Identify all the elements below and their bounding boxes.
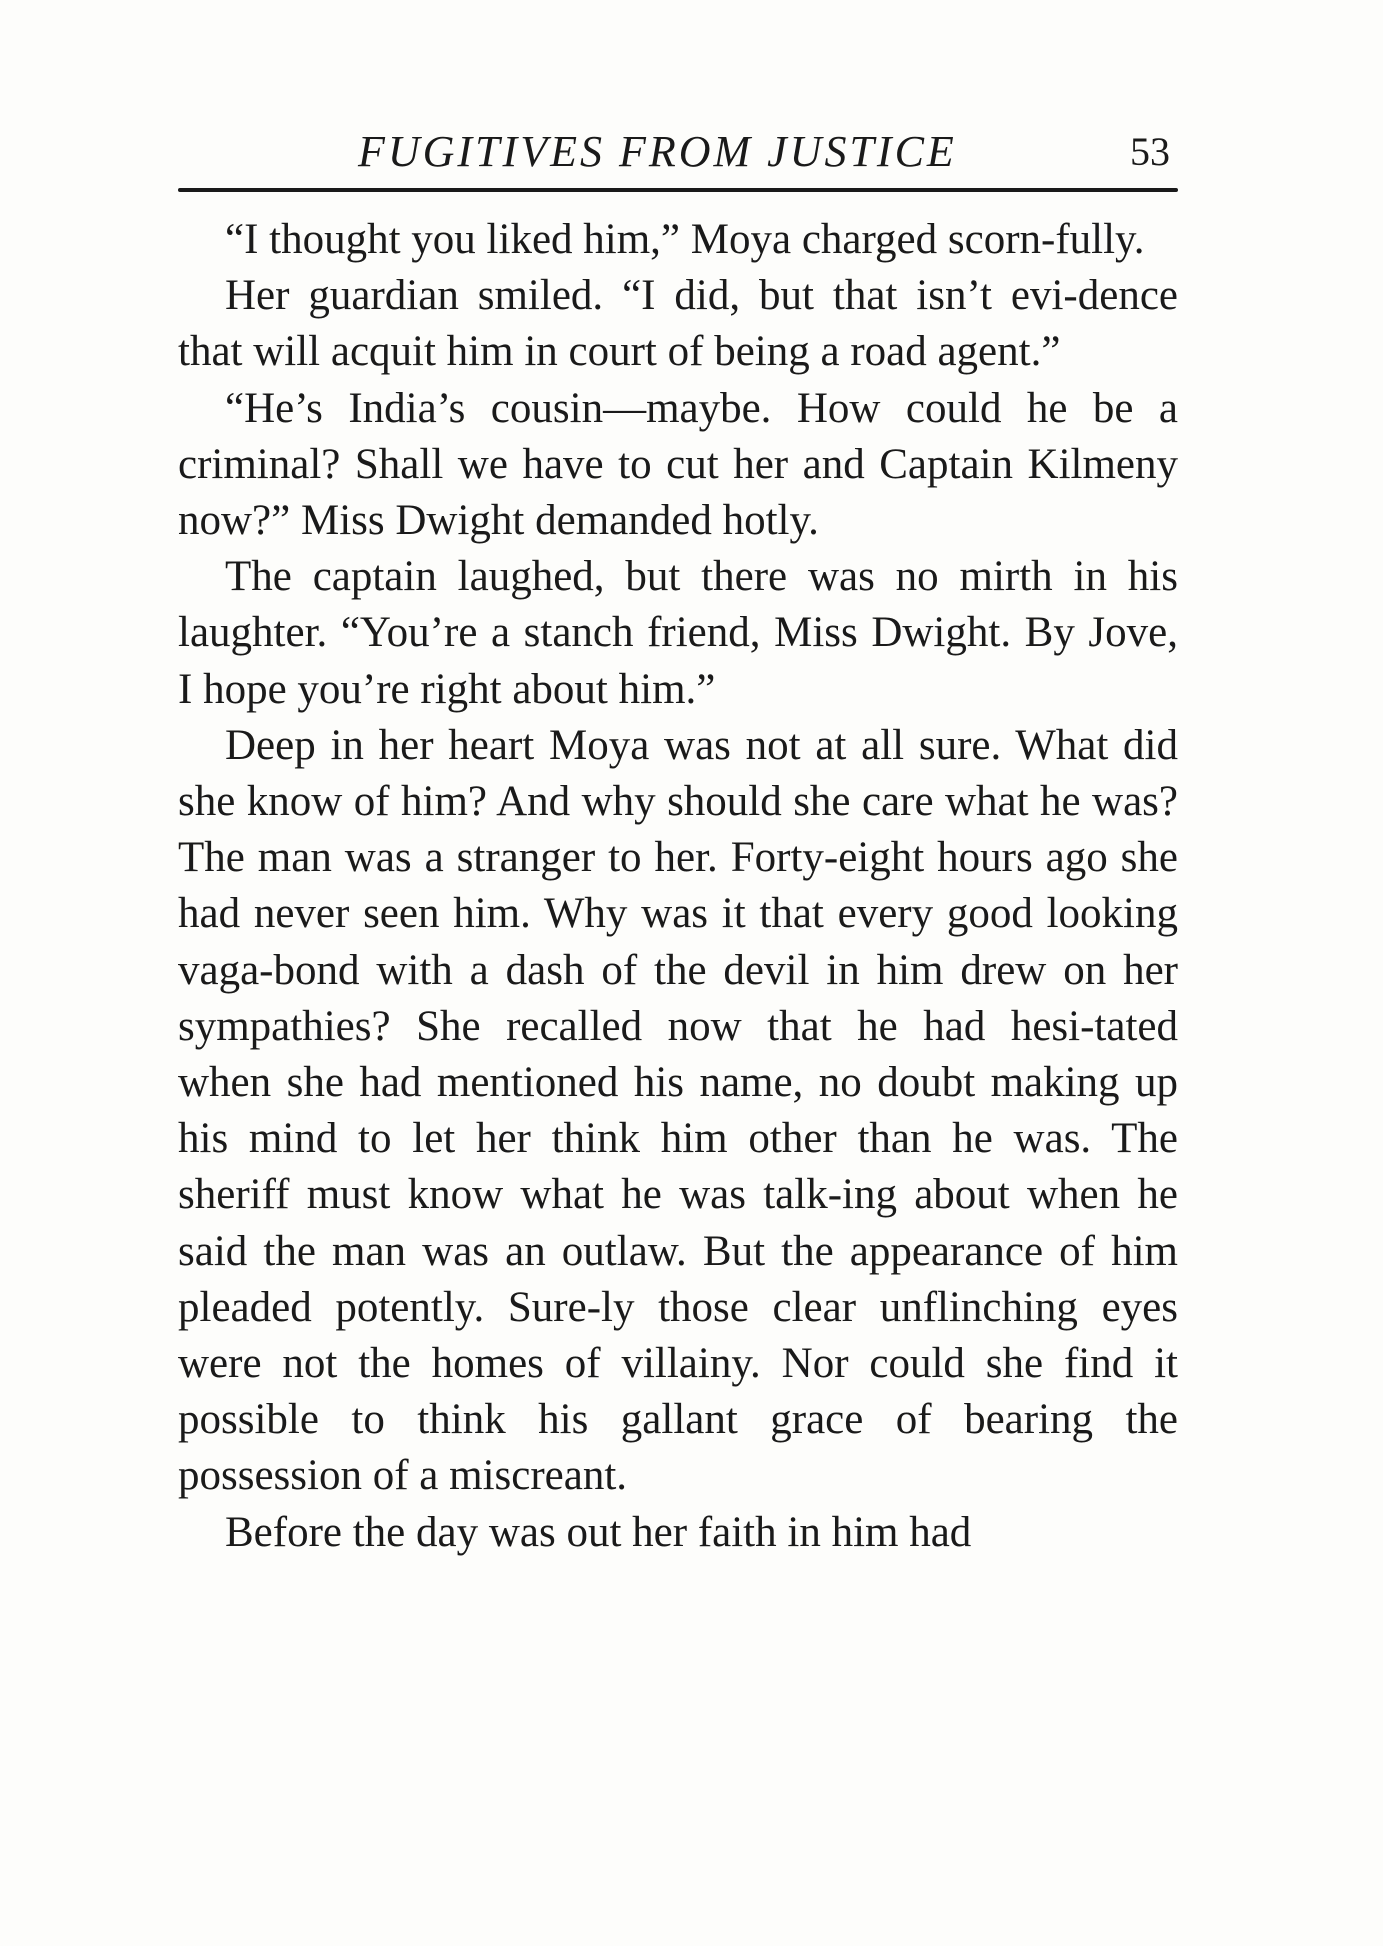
body-text (178, 212, 1178, 1561)
running-title: FUGITIVES FROM JUSTICE (358, 127, 957, 176)
page-header (178, 126, 1178, 186)
paragraph: “I thought you liked him,” Moya charged scorn-fully. (225, 216, 1145, 263)
header-rule (178, 188, 1178, 192)
page-number: 53 (1130, 129, 1170, 174)
paragraph: “He’s India’s cousin—maybe. How could he be a criminal? Shall we have to cut her and Captain Kilmeny now?” Miss Dwight demanded hotly. (178, 384, 1178, 545)
paragraph: Deep in her heart Moya was not at all sure. What did she know of him? And why should she care what he was? The man was a stranger to her. Forty-eight hours ago she had never seen him. Why was it that every good looking vaga-bond with a dash of the devil in him drew on her sympathies? She recalled now that he had hesi-tated when she had mentioned his name, no doubt making up his mind to let her think him other than he was. The sheriff must know what he was talk-ing about when he said the man was an outlaw. But the appearance of him pleaded potently. Sure-ly those clear unflinching eyes were not the homes of villainy. Nor could she find it possible to think his gallant grace of bearing the possession of a miscreant. (178, 721, 1178, 1500)
paragraph: The captain laughed, but there was no mirth in his laughter. “You’re a stanch friend, Miss Dwight. By Jove, I hope you’re right about him.” (178, 553, 1178, 713)
paragraph: Her guardian smiled. “I did, but that isn’t evi-dence that will acquit him in court of being a road agent.” (178, 272, 1178, 376)
paragraph: Before the day was out her faith in him had (225, 1508, 972, 1556)
